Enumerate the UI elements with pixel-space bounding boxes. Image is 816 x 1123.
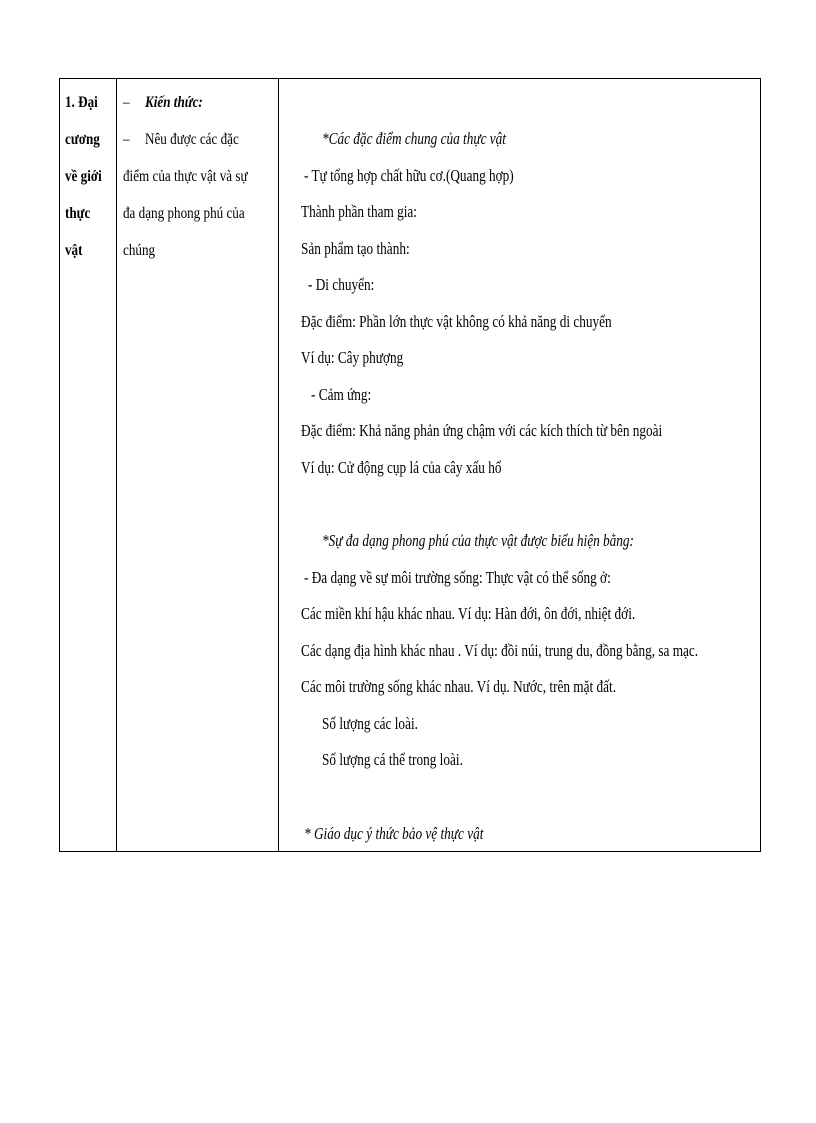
content-line: - Di chuyển: xyxy=(308,275,375,294)
objectives-heading-dash: – xyxy=(123,94,130,111)
content-line: Số lượng các loài. xyxy=(322,714,418,733)
content-line: - Đa dạng về sự môi trường sống: Thực vật có thể sống ở: xyxy=(304,568,611,587)
content-line: Đặc điểm: Phần lớn thực vật không có khả năng di chuyển xyxy=(301,312,612,331)
content-line: - Tự tổng hợp chất hữu cơ.(Quang hợp) xyxy=(304,166,514,185)
objectives-line: chúng xyxy=(123,242,156,259)
topic-line: cương xyxy=(65,131,100,148)
objectives-line: Nêu được các đặc xyxy=(145,131,239,148)
section-heading: *Sự đa dạng phong phú của thực vật được biểu hiện bằng: xyxy=(322,531,634,550)
topic-line: 1. Đại xyxy=(65,94,98,111)
objectives-item-dash: – xyxy=(123,131,130,148)
topic-line: thực xyxy=(65,205,91,222)
content-line: Các dạng địa hình khác nhau . Ví dụ: đồi núi, trung du, đồng bằng, sa mạc. xyxy=(301,641,699,660)
content-line: Ví dụ: Cây phượng xyxy=(301,348,404,367)
content-line: Số lượng cá thể trong loài. xyxy=(322,750,463,769)
topic-line: vật xyxy=(65,242,83,259)
objectives-line: đa dạng phong phú của xyxy=(123,205,245,222)
lesson-table xyxy=(59,78,761,852)
content-line: Thành phần tham gia: xyxy=(301,202,418,221)
content-line: Đặc điểm: Khả năng phản ứng chậm với các kích thích từ bên ngoài xyxy=(301,421,663,440)
objectives-line: điểm của thực vật và sự xyxy=(123,168,248,185)
column-divider-1 xyxy=(116,79,117,851)
column-divider-2 xyxy=(278,79,279,851)
objectives-heading: Kiến thức: xyxy=(145,94,203,111)
topic-line: về giới xyxy=(65,168,102,185)
content-line: Sản phẩm tạo thành: xyxy=(301,239,410,258)
content-line: Các môi trường sống khác nhau. Ví dụ. Nước, trên mặt đất. xyxy=(301,677,617,696)
section-heading: * Giáo dục ý thức bảo vệ thực vật xyxy=(304,824,484,843)
content-line: - Cảm ứng: xyxy=(311,385,372,404)
content-line: Các miền khí hậu khác nhau. Ví dụ: Hàn đới, ôn đới, nhiệt đới. xyxy=(301,604,636,623)
section-heading: *Các đặc điểm chung của thực vật xyxy=(322,129,506,148)
content-line: Ví dụ: Cử động cụp lá của cây xấu hổ xyxy=(301,458,502,477)
